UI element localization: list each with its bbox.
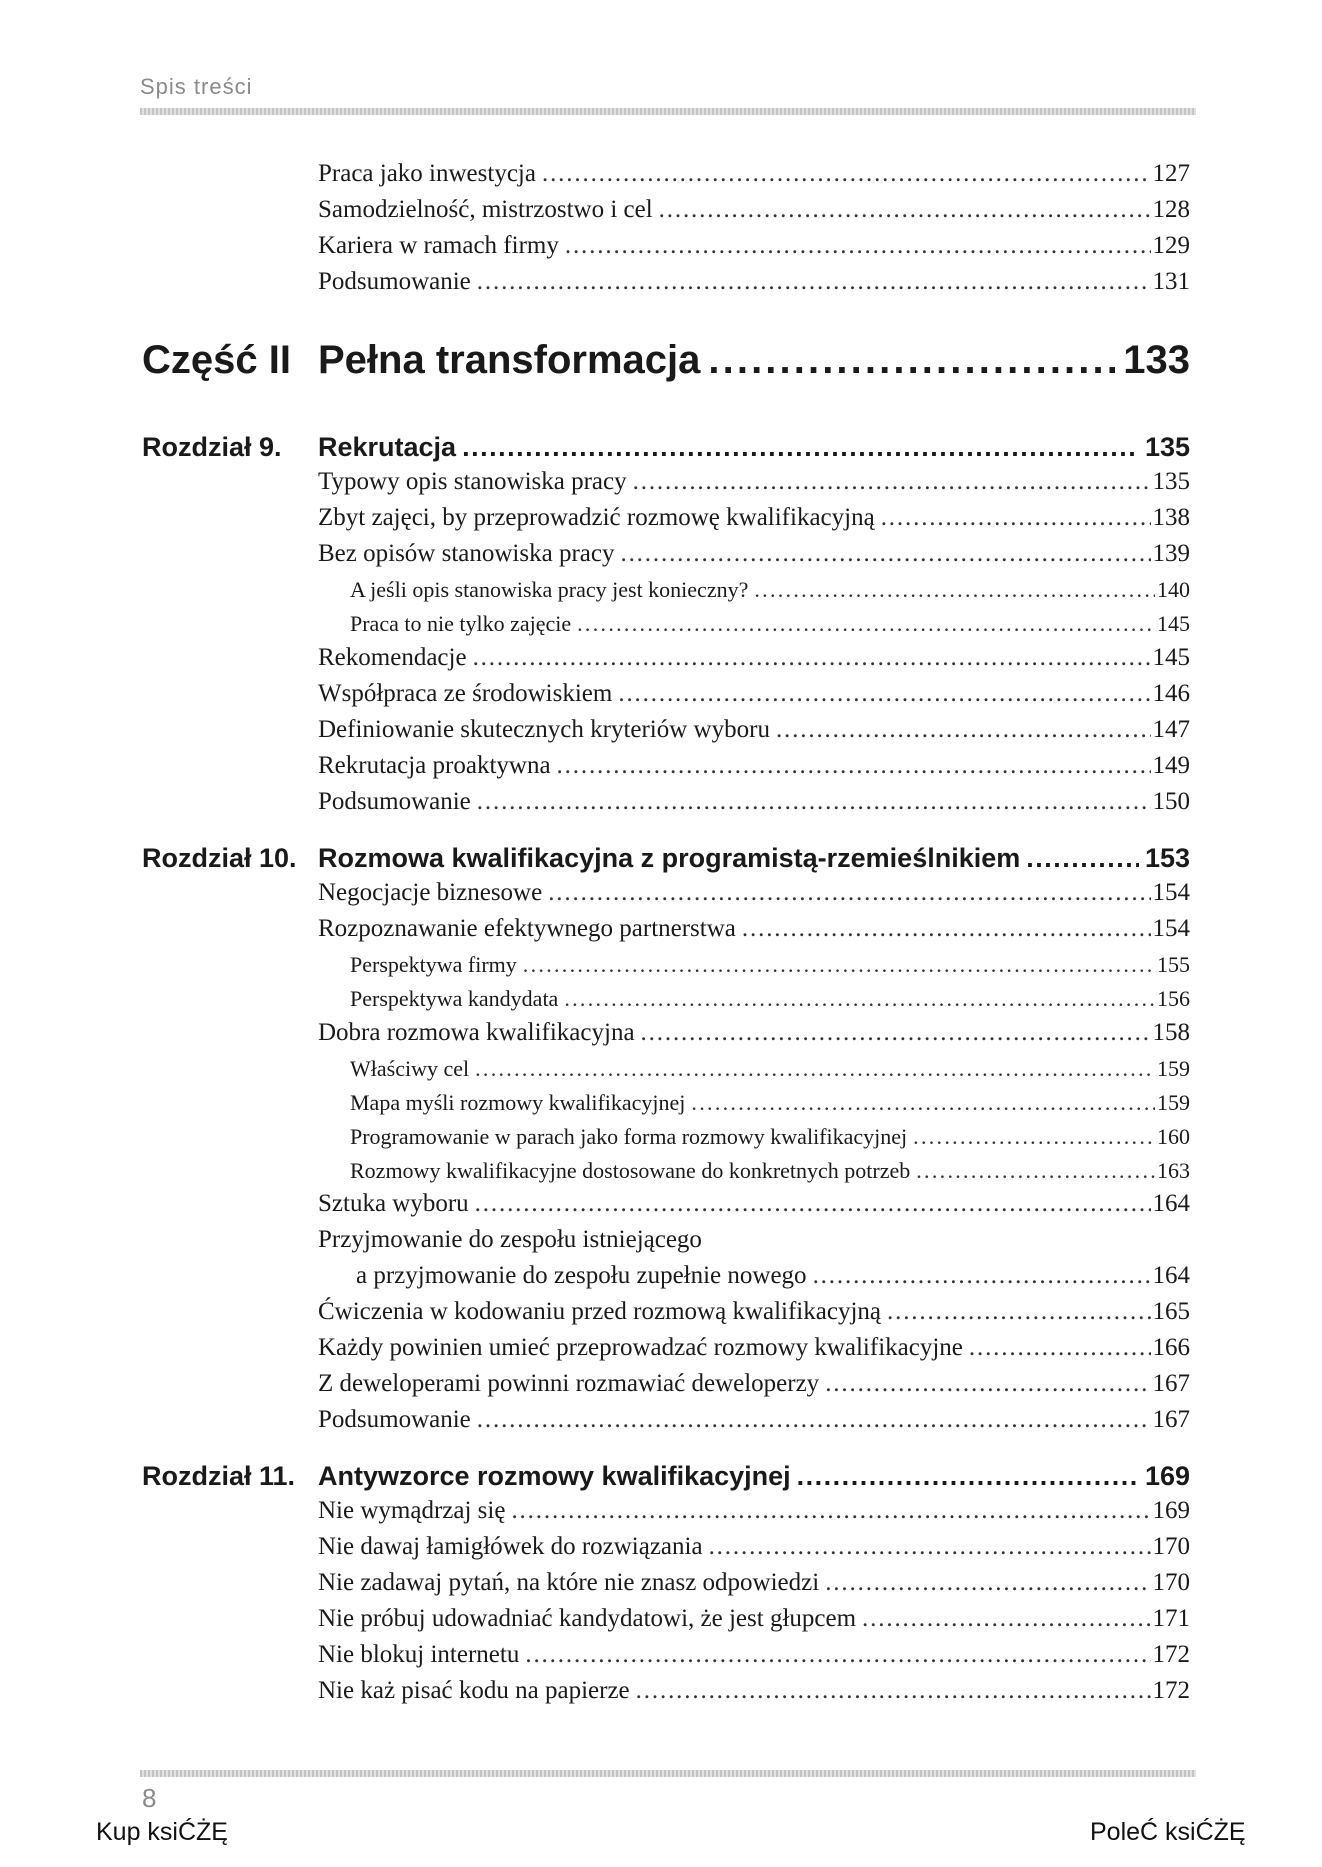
running-head: Spis treści	[140, 74, 253, 99]
toc-entry[interactable]: Nie zadawaj pytań, na które nie znasz odpowiedzi . . . 170	[318, 1569, 1190, 1597]
toc-entry[interactable]: Samodzielność, mistrzostwo i cel . . . 128	[318, 196, 1190, 224]
toc-subentry[interactable]: Właściwy cel . . . 159	[350, 1056, 1190, 1082]
toc-subentry[interactable]: A jeśli opis stanowiska pracy jest konieczny? . . . 140	[350, 577, 1190, 603]
chapter-page: 153	[1144, 843, 1190, 873]
toc-subentry[interactable]: Praca to nie tylko zajęcie . . . 145	[350, 611, 1190, 637]
toc-entry[interactable]: Negocjacje biznesowe . . . 154	[318, 879, 1190, 907]
chapter-heading[interactable]	[142, 843, 1190, 874]
part-heading[interactable]	[142, 338, 1190, 383]
chapter-label: Rozdział 11.	[142, 1461, 296, 1491]
toc-subentry[interactable]: Perspektywa firmy . . . 155	[350, 952, 1190, 978]
toc-entry[interactable]: Nie wymądrzaj się . . . 169	[318, 1497, 1190, 1525]
toc-entry[interactable]: Podsumowanie . . . 167	[318, 1406, 1190, 1434]
chapter-title: Rozmowa kwalifikacyjna z programistą-rzemieślnikiem	[318, 843, 1021, 873]
toc-entry[interactable]: Nie dawaj łamigłówek do rozwiązania . . . 170	[318, 1533, 1190, 1561]
toc-entry-line2[interactable]: a przyjmowanie do zespołu zupełnie nowego . . . 164	[318, 1262, 1190, 1290]
chapter-page: 169	[1144, 1461, 1190, 1491]
toc-entry[interactable]: Typowy opis stanowiska pracy . . . 135	[318, 468, 1190, 496]
toc-subentry[interactable]: Rozmowy kwalifikacyjne dostosowane do konkretnych potrzeb . . . 163	[350, 1158, 1190, 1184]
toc-entry[interactable]: Podsumowanie . . . 131	[318, 268, 1190, 296]
toc-entry[interactable]: Współpraca ze środowiskiem . . . 146	[318, 680, 1190, 708]
part-page: 133	[1123, 338, 1190, 382]
chapter-heading[interactable]	[142, 432, 1190, 463]
chapter-page: 135	[1144, 432, 1190, 462]
toc-entry[interactable]: Sztuka wyboru . . . 164	[318, 1190, 1190, 1218]
toc-entry[interactable]: Każdy powinien umieć przeprowadzać rozmowy kwalifikacyjne . . . 166	[318, 1334, 1190, 1362]
chapter-title: Antywzorce rozmowy kwalifikacyjnej	[318, 1461, 791, 1491]
toc-entry[interactable]: Definiowanie skutecznych kryteriów wyboru . . . 147	[318, 716, 1190, 744]
buy-book-link[interactable]: Kup ksiĆŻĘ	[96, 1818, 228, 1846]
header-rule	[140, 108, 1196, 115]
part-label: Część II	[142, 338, 291, 382]
toc-entry[interactable]: Nie każ pisać kodu na papierze . . . 172	[318, 1677, 1190, 1705]
toc-entry[interactable]: Nie próbuj udowadniać kandydatowi, że jest głupcem . . . 171	[318, 1605, 1190, 1633]
chapter-title: Rekrutacja	[318, 432, 457, 462]
toc-entry[interactable]: Podsumowanie . . . 150	[318, 788, 1190, 816]
toc-entry[interactable]: Zbyt zajęci, by przeprowadzić rozmowę kwalifikacyjną . . . 138	[318, 504, 1190, 532]
toc-entry[interactable]: Ćwiczenia w kodowaniu przed rozmową kwalifikacyjną . . . 165	[318, 1298, 1190, 1326]
toc-entry[interactable]: Rekrutacja proaktywna . . . 149	[318, 752, 1190, 780]
chapter-label: Rozdział 10.	[142, 843, 297, 873]
toc-subentry[interactable]: Perspektywa kandydata . . . 156	[350, 986, 1190, 1012]
toc-entry[interactable]: Praca jako inwestycja . . . 127	[318, 160, 1190, 188]
footer-rule	[140, 1770, 1196, 1777]
recommend-book-link[interactable]: PoleĆ ksiĆŻĘ	[1090, 1818, 1246, 1846]
chapter-label: Rozdział 9.	[142, 432, 282, 462]
toc-entry[interactable]: Dobra rozmowa kwalifikacyjna . . . 158	[318, 1019, 1190, 1047]
part-title: Pełna transformacja	[318, 338, 701, 382]
chapter-heading[interactable]	[142, 1461, 1190, 1492]
toc-entry[interactable]: Bez opisów stanowiska pracy . . . 139	[318, 540, 1190, 568]
toc-entry-line1[interactable]: Przyjmowanie do zespołu istniejącego	[318, 1226, 702, 1253]
toc-entry[interactable]: Nie blokuj internetu . . . 172	[318, 1641, 1190, 1669]
page-number: 8	[142, 1783, 157, 1813]
toc-subentry[interactable]: Mapa myśli rozmowy kwalifikacyjnej . . . 159	[350, 1090, 1190, 1116]
toc-entry[interactable]: Rekomendacje . . . 145	[318, 644, 1190, 672]
toc-entry[interactable]: Rozpoznawanie efektywnego partnerstwa . . . 154	[318, 915, 1190, 943]
toc-entry[interactable]: Z deweloperami powinni rozmawiać deweloperzy . . . 167	[318, 1370, 1190, 1398]
toc-entry[interactable]: Kariera w ramach firmy . . . 129	[318, 232, 1190, 260]
toc-subentry[interactable]: Programowanie w parach jako forma rozmowy kwalifikacyjnej . . . 160	[350, 1124, 1190, 1150]
